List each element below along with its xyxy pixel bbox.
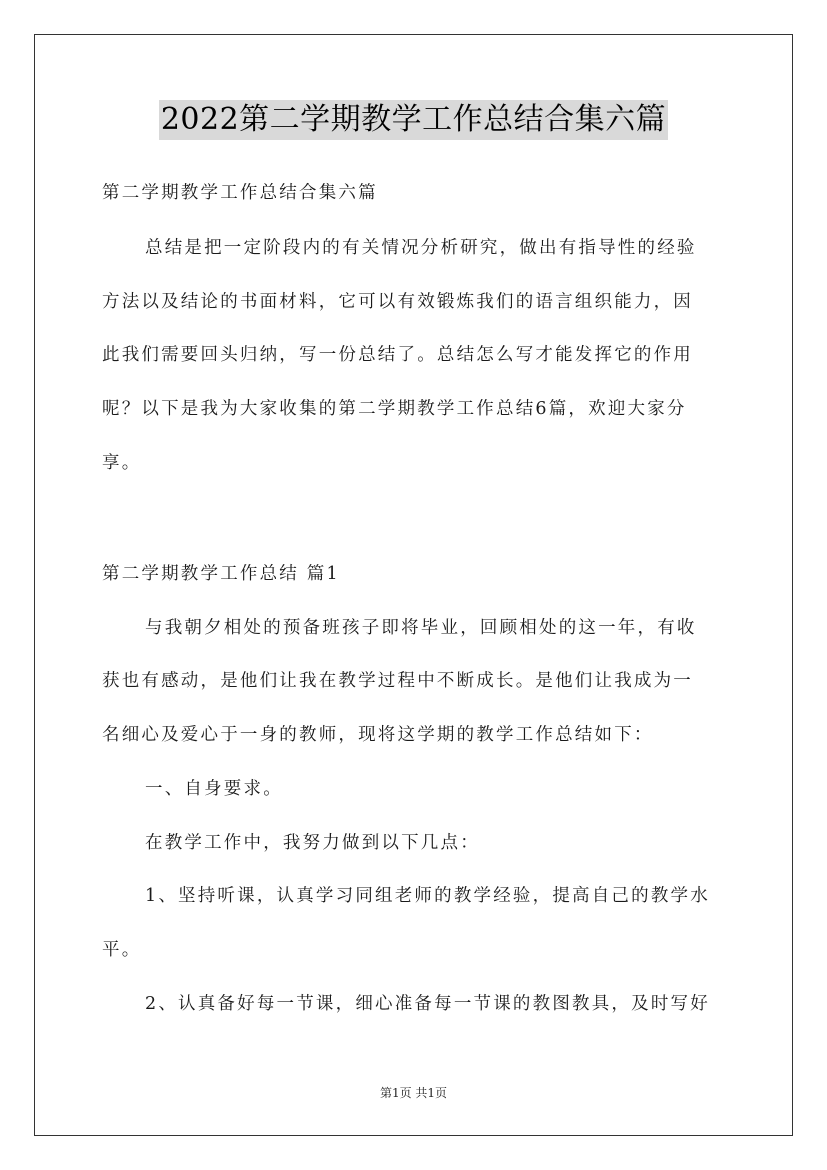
page-footer: 第1页 共1页 (379, 1086, 448, 1100)
body-line: 获也有感动，是他们让我在教学过程中不断成长。是他们让我成为一 (102, 671, 693, 691)
body-line: 在教学工作中，我努力做到以下几点： (145, 833, 480, 853)
intro-line: 总结是把一定阶段内的有关情况分析研究，做出有指导性的经验 (145, 238, 697, 258)
body-line: 平。 (102, 940, 142, 960)
body-line: 1、坚持听课，认真学习同组老师的教学经验，提高自己的教学水 (145, 886, 710, 906)
intro-line: 享。 (102, 453, 142, 473)
intro-line: 呢？以下是我为大家收集的第二学期教学工作总结6篇，欢迎大家分 (102, 399, 687, 419)
body-line: 2、认真备好每一节课，细心准备每一节课的教图教具，及时写好 (145, 994, 710, 1014)
section-heading: 第二学期教学工作总结 篇1 (102, 564, 340, 584)
body-line: 一、自身要求。 (145, 779, 283, 799)
intro-line: 此我们需要回头归纳，写一份总结了。总结怎么写才能发挥它的作用 (102, 345, 693, 365)
document-title: 2022第二学期教学工作总结合集六篇 (159, 100, 668, 140)
body-line: 名细心及爱心于一身的教师，现将这学期的教学工作总结如下： (102, 725, 654, 745)
document-subtitle: 第二学期教学工作总结合集六篇 (102, 183, 378, 203)
title-container (0, 100, 827, 140)
body-line: 与我朝夕相处的预备班孩子即将毕业，回顾相处的这一年，有收 (145, 618, 697, 638)
intro-line: 方法以及结论的书面材料，它可以有效锻炼我们的语言组织能力，因 (102, 292, 693, 312)
